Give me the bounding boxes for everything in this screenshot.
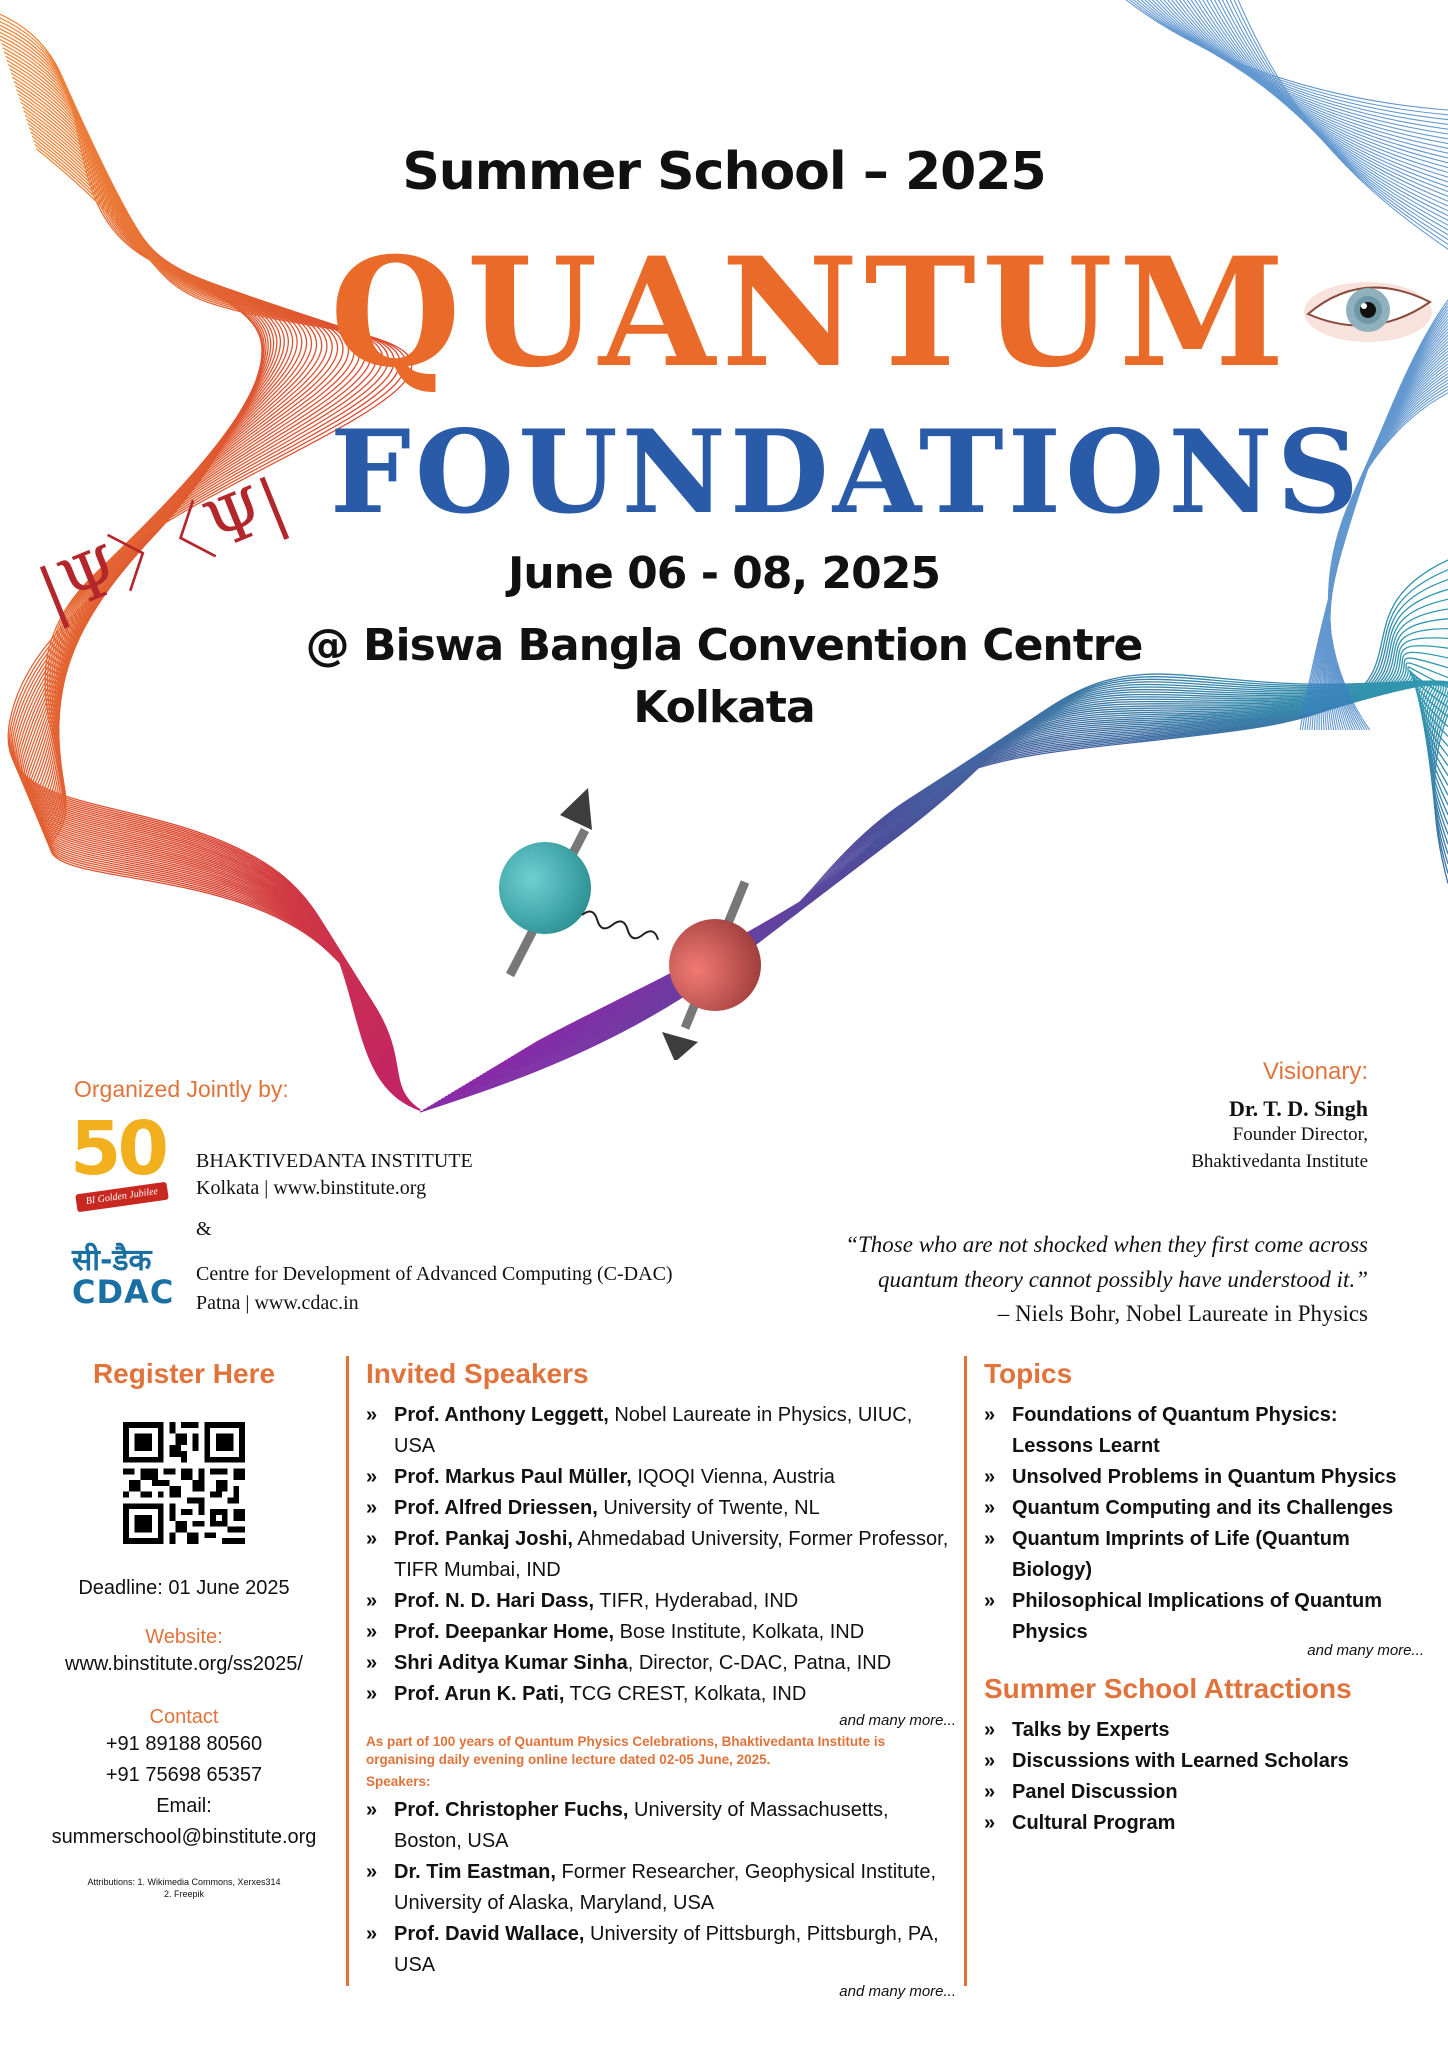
bi-logo-number: 50 <box>70 1106 165 1192</box>
cdac-logo-text: CDAC <box>72 1273 175 1311</box>
online-speakers-label: Speakers: <box>366 1774 431 1789</box>
speaker-name: Prof. Christopher Fuchs, <box>394 1799 629 1821</box>
quote-attribution: – Niels Bohr, Nobel Laureate in Physics <box>997 1301 1368 1326</box>
speaker-item <box>366 1400 956 1462</box>
org1-sub: Kolkata | www.binstitute.org <box>196 1177 427 1199</box>
attraction-item: » Panel Discussion <box>984 1777 1424 1808</box>
speaker-name: Prof. Arun K. Pati, <box>394 1683 565 1705</box>
speaker-affiliation: , Director, C-DAC, Patna, IND <box>627 1652 892 1674</box>
register-title: Register Here <box>92 1358 276 1389</box>
column-divider-1 <box>346 1356 349 1986</box>
contact-label: Contact <box>149 1706 219 1728</box>
online-speakers-more: and many more... <box>839 1983 956 2000</box>
speaker-affiliation: IQOQI Vienna, Austria <box>631 1466 835 1488</box>
speakers-column <box>366 1358 956 2000</box>
column-divider-2 <box>964 1356 967 1986</box>
topics-more: and many more... <box>1307 1642 1424 1659</box>
quote-line-2: quantum theory cannot possibly have understood it.” <box>878 1266 1368 1292</box>
topics-column <box>984 1358 1424 1839</box>
register-column <box>24 1358 344 1900</box>
ampersand: & <box>196 1218 212 1240</box>
speaker-item <box>366 1586 956 1617</box>
speaker-affiliation: University of Pittsburgh, Pittsburgh, PA, USA <box>394 1923 939 1976</box>
speaker-affiliation: Bose Institute, Kolkata, IND <box>614 1621 865 1643</box>
website-link[interactable]: www.binstitute.org/ss2025/ <box>65 1653 303 1675</box>
speakers-title: Invited Speakers <box>366 1358 589 1389</box>
speaker-affiliation: University of Massachusetts, Boston, USA <box>394 1799 889 1852</box>
bi-logo-ribbon: BI Golden Jubilee <box>75 1182 169 1213</box>
speaker-item <box>366 1919 956 1981</box>
event-city: Kolkata <box>633 682 815 733</box>
attraction-item: » Talks by Experts <box>984 1715 1424 1746</box>
speaker-affiliation: TIFR, Hyderabad, IND <box>594 1590 799 1612</box>
speaker-item <box>366 1524 956 1586</box>
registration-deadline: Deadline: 01 June 2025 <box>78 1577 290 1599</box>
event-subtitle: Summer School – 2025 <box>402 142 1046 202</box>
speaker-affiliation: Former Researcher, Geophysical Institute, University of Alaska, Maryland, USA <box>394 1861 937 1914</box>
psi-symbol: |Ψ〉〈Ψ| <box>28 463 298 633</box>
speaker-item <box>366 1679 956 1710</box>
speaker-item <box>366 1795 956 1857</box>
speaker-name: Dr. Tim Eastman, <box>394 1861 556 1883</box>
visionary-name: Dr. T. D. Singh <box>1229 1096 1368 1121</box>
topic-item: » Quantum Computing and its Challenges <box>984 1493 1424 1524</box>
cdac-logo <box>72 1243 184 1316</box>
speaker-name: Prof. Deepankar Home, <box>394 1621 615 1643</box>
website-label: Website: <box>145 1626 223 1648</box>
event-venue: @ Biswa Bangla Convention Centre <box>305 620 1143 671</box>
speaker-name: Prof. Anthony Leggett, <box>394 1404 609 1426</box>
attractions-list <box>984 1715 1424 1839</box>
visionary-block <box>1191 1058 1368 1175</box>
speakers-more: and many more... <box>839 1712 956 1729</box>
bi-golden-jubilee-logo <box>70 1106 180 1212</box>
attribution-2: 2. Freepik <box>163 1888 205 1899</box>
speakers-list <box>366 1400 956 1710</box>
speaker-name: Prof. David Wallace, <box>394 1923 585 1945</box>
speaker-name: Prof. Markus Paul Müller, <box>394 1466 632 1488</box>
entangled-particles-icon <box>470 760 770 1060</box>
online-speakers-list <box>366 1795 956 1981</box>
org2-block <box>196 1260 673 1318</box>
speaker-item <box>366 1617 956 1648</box>
topic-item: » Unsolved Problems in Quantum Physics <box>984 1462 1424 1493</box>
topics-list <box>984 1400 1424 1648</box>
speaker-item <box>366 1648 956 1679</box>
title-quantum: QUANTUM <box>330 225 1291 401</box>
speaker-name: Prof. N. D. Hari Dass, <box>394 1590 595 1612</box>
attraction-item: » Cultural Program <box>984 1808 1424 1839</box>
speaker-affiliation: Ahmedabad University, Former Professor, TIFR Mumbai, IND <box>394 1528 949 1581</box>
speaker-name: Prof. Alfred Driessen, <box>394 1497 598 1519</box>
qr-code-icon[interactable] <box>123 1408 245 1558</box>
topic-item: » Foundations of Quantum Physics: Lessons Learnt <box>984 1400 1424 1462</box>
topic-item: » Quantum Imprints of Life (Quantum Biology) <box>984 1524 1424 1586</box>
attribution-1: Attributions: 1. Wikimedia Commons, Xerxes314 <box>87 1877 281 1887</box>
attraction-item: » Discussions with Learned Scholars <box>984 1746 1424 1777</box>
speaker-item <box>366 1493 956 1524</box>
cdac-logo-hindi: सी-डैक <box>72 1243 152 1278</box>
org1-name: BHAKTIVEDANTA INSTITUTE <box>196 1150 473 1172</box>
title-foundations: FOUNDATIONS <box>330 405 1363 539</box>
speaker-name: Shri Aditya Kumar Sinha <box>394 1652 628 1674</box>
org2-sub: Patna | www.cdac.in <box>196 1292 359 1314</box>
speaker-name: Prof. Pankaj Joshi, <box>394 1528 573 1550</box>
org2-name: Centre for Development of Advanced Computing (C-DAC) <box>196 1263 673 1285</box>
eye-icon <box>1302 272 1442 352</box>
phone-2[interactable]: +91 75698 65357 <box>105 1764 263 1786</box>
speaker-affiliation: University of Twente, NL <box>597 1497 820 1519</box>
online-lecture-note: As part of 100 years of Quantum Physics Celebrations, Bhaktivedanta Institute is organising daily evening online lecture dated 02-05 June, 2025. <box>366 1734 886 1767</box>
speaker-affiliation: Nobel Laureate in Physics, UIUC, USA <box>394 1404 913 1457</box>
email-label: Email: <box>156 1795 212 1817</box>
quote-block <box>845 1228 1368 1332</box>
attractions-title: Summer School Attractions <box>984 1673 1352 1704</box>
speaker-item <box>366 1857 956 1919</box>
topic-item: » Philosophical Implications of Quantum Physics <box>984 1586 1424 1648</box>
quote-line-1: “Those who are not shocked when they first come across <box>845 1232 1368 1257</box>
phone-1[interactable]: +91 89188 80560 <box>105 1733 263 1755</box>
org1-block <box>196 1148 473 1202</box>
topics-title: Topics <box>984 1358 1073 1389</box>
event-date: June 06 - 08, 2025 <box>507 548 941 599</box>
speaker-item <box>366 1462 956 1493</box>
visionary-role-2: Bhaktivedanta Institute <box>1191 1150 1368 1172</box>
visionary-label: Visionary: <box>1263 1058 1368 1085</box>
email-link[interactable]: summerschool@binstitute.org <box>51 1826 317 1848</box>
organizers-label: Organized Jointly by: <box>74 1076 289 1102</box>
speaker-affiliation: TCG CREST, Kolkata, IND <box>564 1683 807 1705</box>
visionary-role-1: Founder Director, <box>1232 1124 1368 1145</box>
